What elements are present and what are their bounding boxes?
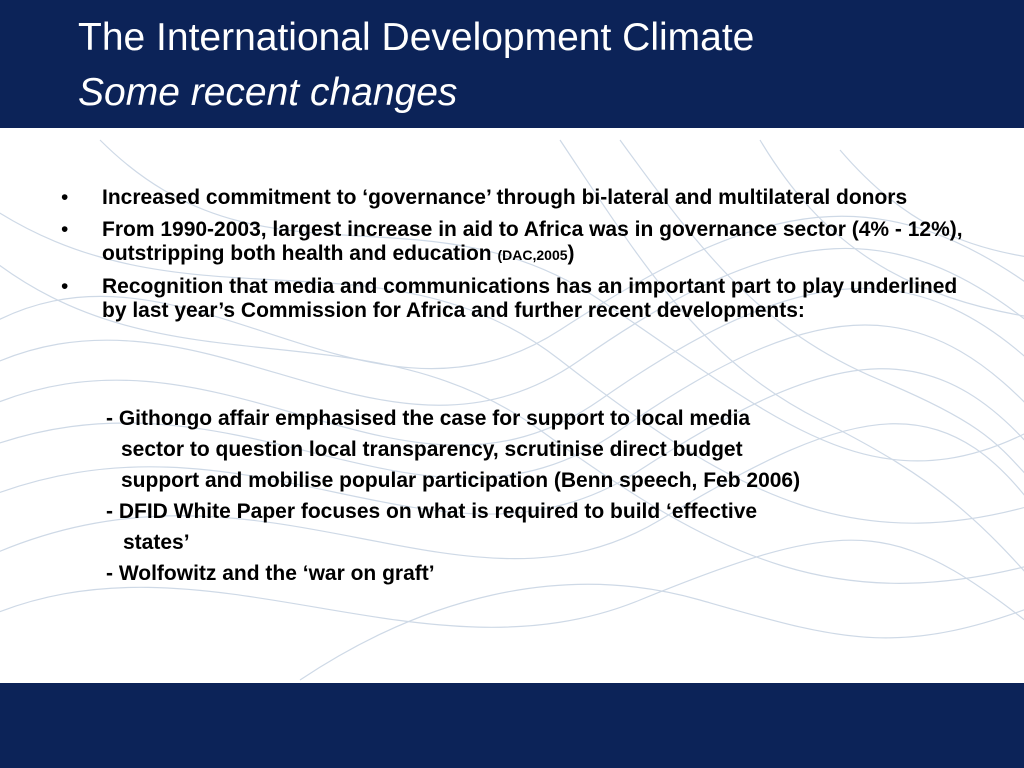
citation-close: ) (567, 242, 575, 265)
bullet-icon: • (61, 218, 69, 241)
footer-band (0, 683, 1024, 768)
bullet-item (0, 186, 1024, 210)
bullet-text: Increased commitment to ‘governance’ through bi-lateral and multilateral donors (102, 186, 908, 209)
sub-point-line: states’ (123, 531, 190, 554)
bullet-icon: • (61, 186, 69, 209)
sub-point-line: - DFID White Paper focuses on what is required to build ‘effective (106, 500, 758, 523)
bullet-list (0, 186, 1024, 323)
slide-title: The International Development Climate (78, 16, 755, 59)
slide-subtitle: Some recent changes (78, 71, 458, 114)
sub-point-line: support and mobilise popular participation (Benn speech, Feb 2006) (121, 469, 801, 492)
sub-point-line: - Wolfowitz and the ‘war on graft’ (106, 562, 435, 585)
bullet-icon: • (61, 275, 69, 298)
bullet-text: From 1990-2003, largest increase in aid to Africa was in governance sector (4% - 12%), outstripping both health and education (102, 218, 963, 265)
header-band (0, 0, 1024, 128)
sub-point-line: sector to question local transparency, scrutinise direct budget (121, 438, 743, 461)
bullet-item (0, 275, 1024, 323)
citation: (DAC,2005 (497, 247, 568, 263)
bullet-text-with-citation (102, 218, 982, 267)
bullet-item (0, 218, 1024, 267)
sub-point-line: - Githongo affair emphasised the case for support to local media (106, 407, 751, 430)
bullet-text: Recognition that media and communications has an important part to play underlined by last year’s Commission for Africa and further recent developments: (102, 275, 958, 322)
